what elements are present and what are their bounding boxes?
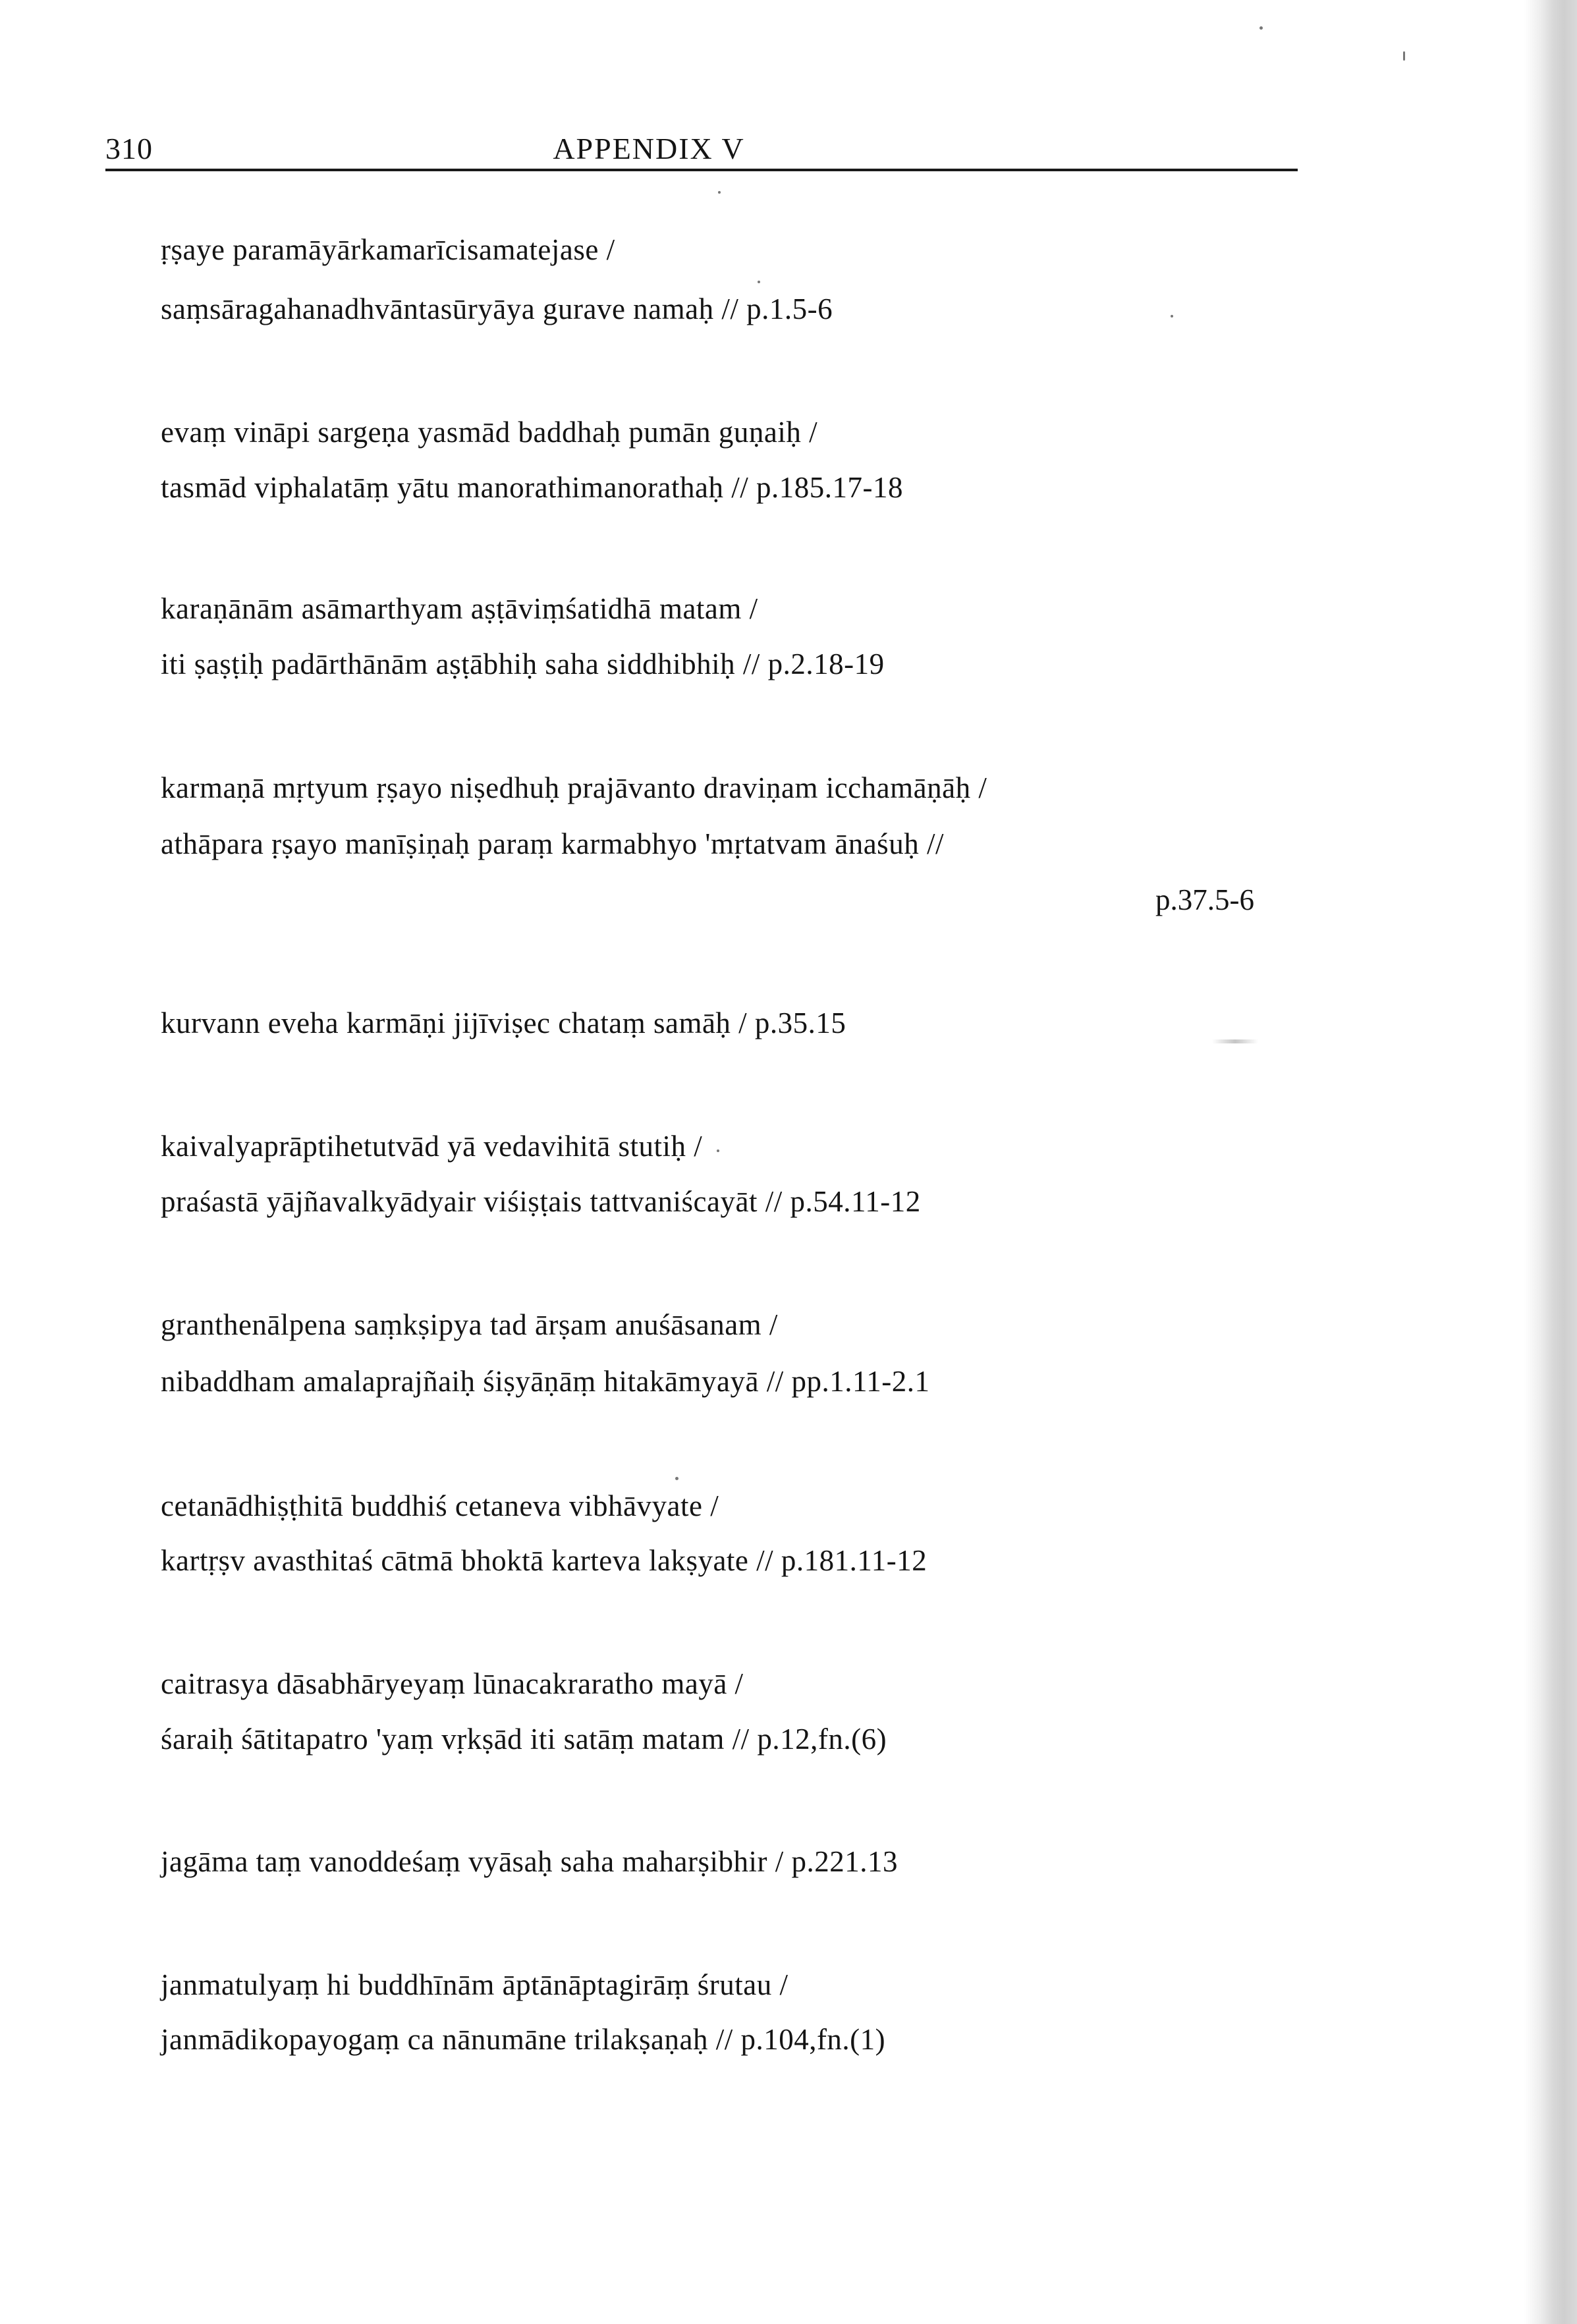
verse-8-line-2: kartṛṣv avasthitaś cātmā bhoktā karteva lakṣyate // p.181.11-12 [161,1544,927,1577]
verse-6-line-2: praśastā yājñavalkyādyair viśiṣṭais tattvaniścayāt // p.54.11-12 [161,1185,921,1218]
scan-speck [1171,315,1173,318]
scan-speck [675,1477,678,1480]
verse-7-line-2: nibaddham amalaprajñaiḥ śiṣyāṇāṃ hitakāmyayā // pp.1.11-2.1 [161,1365,930,1398]
verse-2-line-1: evaṃ vināpi sargeṇa yasmād baddhaḥ pumān guṇaiḥ / [161,416,818,449]
verse-7-line-1: granthenālpena saṃkṣipya tad ārṣam anuśāsanam / [161,1308,778,1341]
verse-8-line-1: cetanādhiṣṭhitā buddhiś cetaneva vibhāvyate / [161,1489,719,1522]
verse-2-line-2: tasmād viphalatāṃ yātu manorathimanorathaḥ // p.185.17-18 [161,471,903,504]
scan-speck [717,1149,719,1152]
page-header [105,129,1298,171]
verse-4-line-2: athāpara ṛṣayo manīṣiṇaḥ paraṃ karmabhyo 'mṛtatvam ānaśuḥ // [161,827,944,860]
verse-5-line-1: kurvann eveha karmāṇi jijīviṣec chataṃ samāḥ / p.35.15 [161,1007,846,1039]
verse-6-line-1: kaivalyaprāptihetutvād yā vedavihitā stutiḥ / [161,1130,703,1163]
scan-speck [758,281,760,283]
scan-speck [1403,51,1405,61]
verse-11-line-2: janmādikopayogaṃ ca nānumāne trilakṣaṇaḥ // p.104,fn.(1) [161,2023,886,2056]
header-rule [105,169,1298,171]
scan-speck [1259,26,1263,30]
verse-4-line-1: karmaṇā mṛtyum ṛṣayo niṣedhuḥ prajāvanto draviṇam icchamāṇāḥ / [161,771,987,804]
running-title [105,131,1298,166]
verse-3-line-1: karaṇānām asāmarthyam aṣṭāviṃśatidhā matam / [161,592,758,625]
verse-9-line-1: caitrasya dāsabhāryeyaṃ lūnacakraratho mayā / [161,1667,744,1700]
verse-4-reference: p.37.5-6 [1155,883,1254,916]
verse-1-line-2: saṃsāragahanadhvāntasūryāya gurave namaḥ // p.1.5-6 [161,292,833,325]
verse-1-line-1: ṛṣaye paramāyārkamarīcisamatejase / [161,233,615,266]
verse-10-line-1: jagāma taṃ vanoddeśaṃ vyāsaḥ saha maharṣibhir / p.221.13 [161,1845,898,1878]
verse-11-line-1: janmatulyaṃ hi buddhīnām āptānāptagirāṃ śrutau / [161,1968,788,2001]
scan-edge-shadow [1524,0,1577,2324]
scan-speck [718,191,721,194]
running-title-text: APPENDIX V [553,132,745,165]
scan-smudge [1212,1039,1258,1043]
verse-9-line-2: śaraiḥ śātitapatro 'yaṃ vṛkṣād iti satāṃ matam // p.12,fn.(6) [161,1723,887,1756]
verse-3-line-2: iti ṣaṣṭiḥ padārthānām aṣṭābhiḥ saha siddhibhiḥ // p.2.18-19 [161,648,885,680]
page-number: 310 [105,132,153,165]
